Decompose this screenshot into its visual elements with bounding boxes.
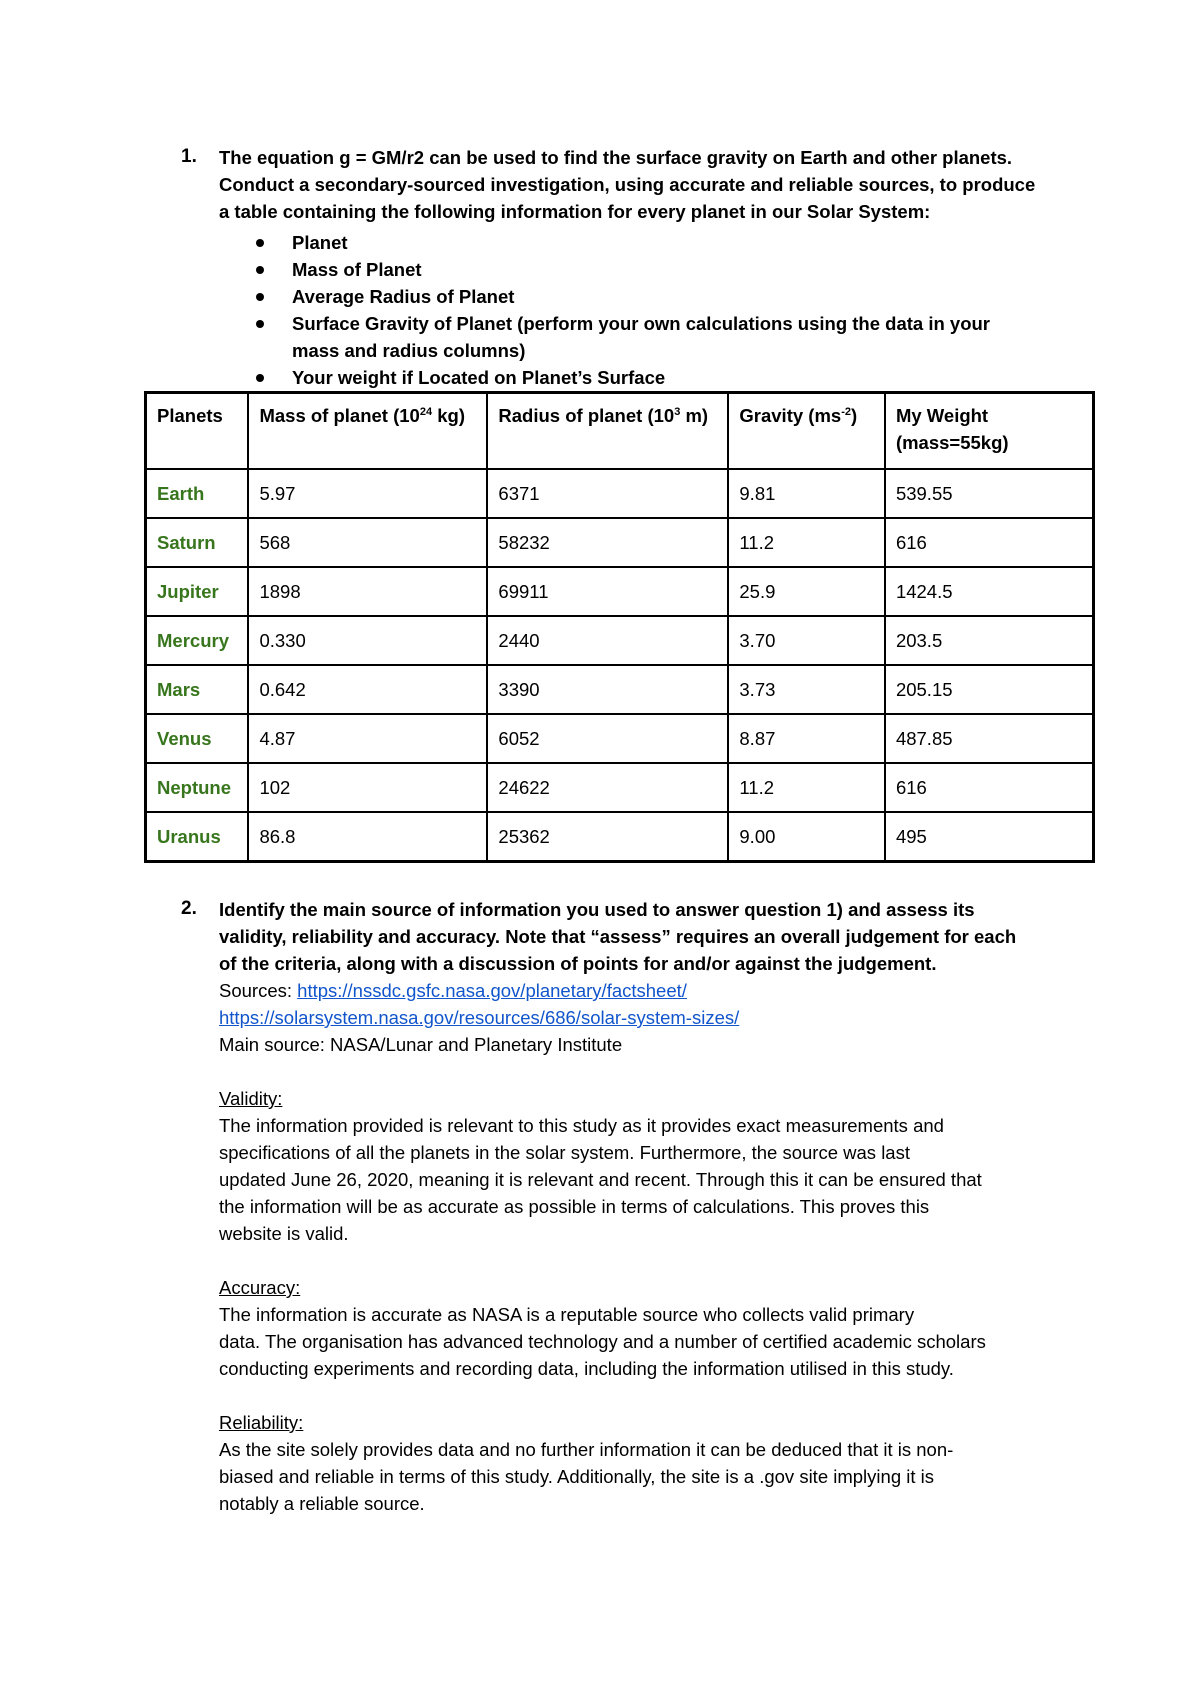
cell-mass: 5.97 [248, 469, 487, 518]
accuracy-line: The information is accurate as NASA is a reputable source who collects valid primary [219, 1304, 915, 1325]
q2-line-3: of the criteria, along with a discussion of points for and/or against the judgement. [219, 953, 937, 974]
header-gravity: Gravity $(ms^{-2})$ [728, 393, 885, 470]
bullet-icon [256, 293, 264, 301]
cell-mass: 568 [248, 518, 487, 567]
reliability-heading: Reliability: [219, 1412, 304, 1433]
cell-gravity: 9.81 [728, 469, 885, 518]
validity-line: The information provided is relevant to this study as it provides exact measurements and [219, 1115, 944, 1136]
q1-bullet-list [250, 229, 990, 391]
cell-gravity: 11.2 [728, 763, 885, 812]
cell-gravity: 11.2 [728, 518, 885, 567]
bullet-item: Your weight if Located on Planet’s Surface [250, 364, 990, 391]
table-row [146, 518, 1094, 567]
cell-planet: Neptune [146, 763, 249, 812]
reliability-line: biased and reliable in terms of this study. Additionally, the site is a .gov site implying it is [219, 1466, 934, 1487]
cell-radius: 2440 [487, 616, 728, 665]
bullet-icon [256, 266, 264, 274]
cell-radius: 6371 [487, 469, 728, 518]
bullet-icon [256, 374, 264, 382]
cell-weight: 205.15 [885, 665, 1094, 714]
header-radius: Radius of planet ($10^3$ m) [487, 393, 728, 470]
cell-weight: 1424.5 [885, 567, 1094, 616]
header-mass: Mass of planet ($10^{24}$ kg) [248, 393, 487, 470]
cell-planet: Earth [146, 469, 249, 518]
table-header-row [146, 393, 1094, 470]
q2-line-1: Identify the main source of information you used to answer question 1) and assess its [219, 899, 975, 920]
table-row [146, 567, 1094, 616]
cell-planet: Mars [146, 665, 249, 714]
source-link-1[interactable]: https://nssdc.gsfc.nasa.gov/planetary/factsheet/ [297, 980, 687, 1001]
bullet-item: Mass of Planet [250, 256, 990, 283]
q2-number: 2. [181, 898, 197, 919]
cell-radius: 69911 [487, 567, 728, 616]
sources-label: Sources: [219, 980, 298, 1001]
q1-line-2: Conduct a secondary-sourced investigation, using accurate and reliable sources, to produce [219, 174, 1036, 195]
validity-line: specifications of all the planets in the solar system. Furthermore, the source was last [219, 1142, 910, 1163]
accuracy-line: data. The organisation has advanced technology and a number of certified academic scholars [219, 1331, 986, 1352]
cell-mass: 0.642 [248, 665, 487, 714]
accuracy-heading: Accuracy: [219, 1277, 301, 1298]
validity-line: updated June 26, 2020, meaning it is relevant and recent. Through this it can be ensured that [219, 1169, 982, 1190]
cell-radius: 58232 [487, 518, 728, 567]
accuracy-line: conducting experiments and recording data, including the information utilised in this study. [219, 1358, 954, 1379]
cell-weight: 487.85 [885, 714, 1094, 763]
bullet-icon [256, 320, 264, 328]
cell-planet: Saturn [146, 518, 249, 567]
cell-gravity: 8.87 [728, 714, 885, 763]
cell-gravity: 25.9 [728, 567, 885, 616]
cell-weight: 495 [885, 812, 1094, 862]
cell-weight: 616 [885, 518, 1094, 567]
validity-line: website is valid. [219, 1223, 349, 1244]
q1-line-3: a table containing the following information for every planet in our Solar System: [219, 201, 931, 222]
bullet-icon [256, 239, 264, 247]
table-row [146, 616, 1094, 665]
cell-mass: 0.330 [248, 616, 487, 665]
cell-radius: 25362 [487, 812, 728, 862]
source-line-2 [219, 1004, 739, 1031]
cell-mass: 86.8 [248, 812, 487, 862]
sources-line [219, 977, 687, 1004]
table-row [146, 665, 1094, 714]
q1-number: 1. [181, 146, 197, 167]
cell-gravity: 3.70 [728, 616, 885, 665]
table-row [146, 812, 1094, 862]
table-row [146, 714, 1094, 763]
cell-gravity: 3.73 [728, 665, 885, 714]
cell-weight: 539.55 [885, 469, 1094, 518]
cell-radius: 24622 [487, 763, 728, 812]
cell-mass: 4.87 [248, 714, 487, 763]
cell-radius: 3390 [487, 665, 728, 714]
bullet-item: Average Radius of Planet [250, 283, 990, 310]
cell-mass: 102 [248, 763, 487, 812]
main-source: Main source: NASA/Lunar and Planetary Institute [219, 1034, 623, 1055]
cell-radius: 6052 [487, 714, 728, 763]
reliability-line: notably a reliable source. [219, 1493, 425, 1514]
bullet-continuation: mass and radius columns) [292, 340, 526, 361]
cell-weight: 203.5 [885, 616, 1094, 665]
cell-gravity: 9.00 [728, 812, 885, 862]
table-row [146, 469, 1094, 518]
source-link-2[interactable]: https://solarsystem.nasa.gov/resources/686/solar-system-sizes/ [219, 1007, 740, 1028]
cell-planet: Jupiter [146, 567, 249, 616]
q1-line-1: The equation g = GM/r2 can be used to find the surface gravity on Earth and other planets. [219, 147, 1013, 168]
q2-line-2: validity, reliability and accuracy. Note that “assess” requires an overall judgement for each [219, 926, 1017, 947]
header-weight: My Weight (mass=55kg) [885, 393, 1094, 470]
cell-planet: Mercury [146, 616, 249, 665]
cell-planet: Venus [146, 714, 249, 763]
reliability-line: As the site solely provides data and no further information it can be deduced that it is non- [219, 1439, 954, 1460]
bullet-item: Planet [250, 229, 990, 256]
validity-heading: Validity: [219, 1088, 283, 1109]
cell-weight: 616 [885, 763, 1094, 812]
validity-line: the information will be as accurate as possible in terms of calculations. This proves this [219, 1196, 930, 1217]
bullet-item: Surface Gravity of Planet (perform your own calculations using the data in your mass and radius columns) [250, 310, 990, 364]
table-row [146, 763, 1094, 812]
header-planets: Planets [146, 393, 249, 470]
cell-planet: Uranus [146, 812, 249, 862]
cell-mass: 1898 [248, 567, 487, 616]
planet-table [144, 391, 1095, 863]
